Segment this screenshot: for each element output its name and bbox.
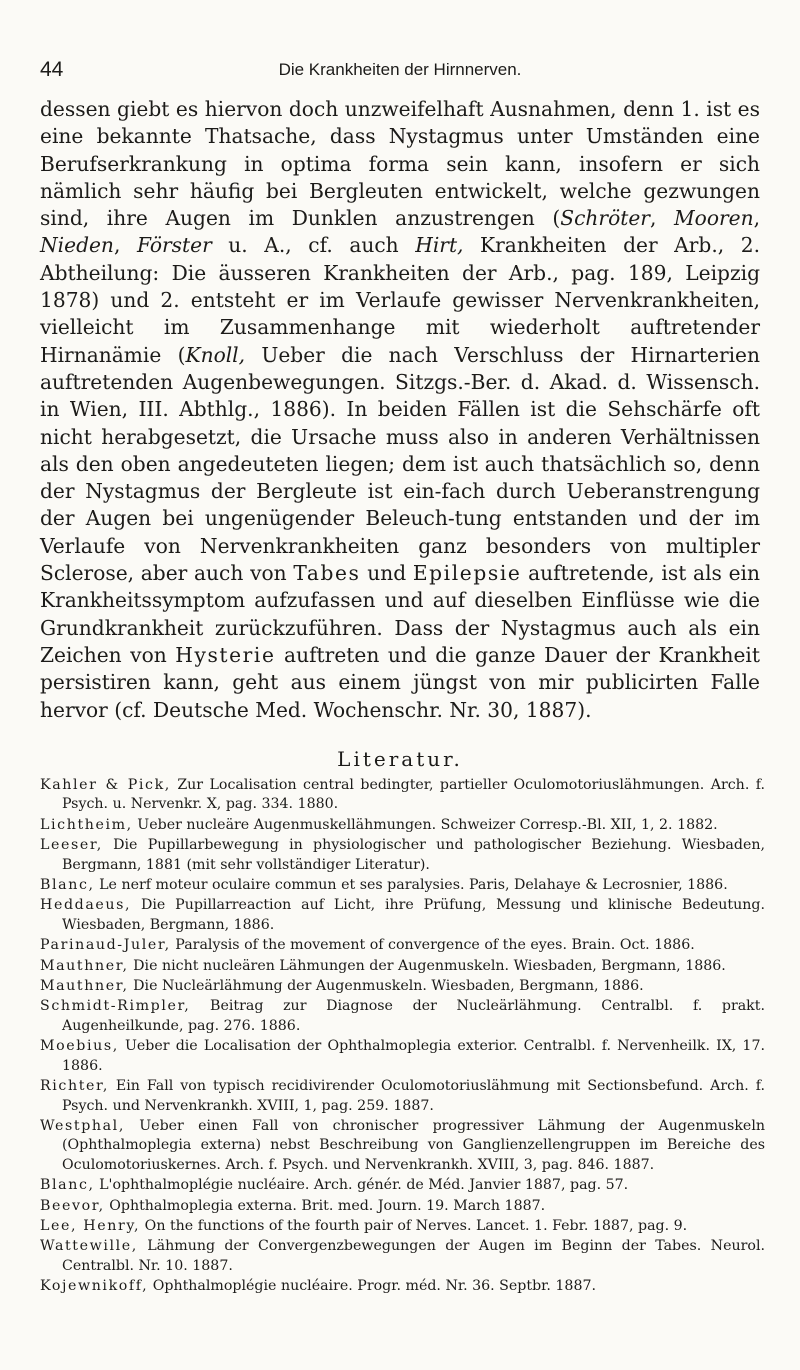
reference-text: Zur Localisation central bedingter, partieller Oculomotoriuslähmungen. Arch. f. Psych. u. Nervenkr. X, pag. 334. 1880. xyxy=(62,777,765,813)
emphasis-term: Epilepsie xyxy=(412,561,522,586)
reference-text: Die Pupillarreaction auf Licht, ihre Prüfung, Messung und klinische Bedeutung. Wiesbaden, Bergmann, 1886. xyxy=(62,897,765,933)
reference-entry xyxy=(40,836,765,875)
page-header xyxy=(40,58,760,88)
reference-author: Kahler & Pick, xyxy=(40,777,171,793)
reference-entry xyxy=(40,957,765,976)
reference-entry xyxy=(40,1217,765,1236)
reference-text: Die nicht nucleären Lähmungen der Augenmuskeln. Wiesbaden, Bergmann, 1886. xyxy=(128,957,726,974)
reference-text: Ueber einen Fall von chronischer progressiver Lähmung der Augenmuskeln (Ophthalmoplegia externa) nebst Beschreibung von Ganglienzellengruppen im Bereiche des Oculomotoriuskernes. Arch. f. Psych. und Nervenkrankh. XVIII, 3, pag. 846. 1887. xyxy=(62,1117,765,1173)
literature-heading: Literatur. xyxy=(337,747,463,771)
reference-entry xyxy=(40,1197,765,1216)
cited-author: Förster xyxy=(136,233,212,258)
page-number: 44 xyxy=(40,58,64,81)
reference-text: Beitrag zur Diagnose der Nucleärlähmung. Centralbl. f. prakt. Augenheilkunde, pag. 276. 1886. xyxy=(62,998,765,1034)
reference-list xyxy=(40,776,765,1298)
emphasis-term: Hysterie xyxy=(175,642,276,667)
cited-author: Hirt, xyxy=(415,233,464,258)
reference-author: Wattewille, xyxy=(40,1238,138,1255)
reference-author: Beevor, xyxy=(40,1197,105,1214)
reference-entry xyxy=(40,997,765,1036)
reference-text: Ophthalmoplegia externa. Brit. med. Journ. 19. March 1887. xyxy=(104,1197,546,1214)
reference-entry xyxy=(40,876,765,895)
reference-entry xyxy=(40,936,765,955)
reference-text: Ein Fall von typisch recidivirender Oculomotoriuslähmung mit Sectionsbefund. Arch. f. Psych. und Nervenkrankh. XVIII, 1, pag. 259. 1887. xyxy=(62,1078,765,1114)
reference-text: Le nerf moteur oculaire commun et ses paralysies. Paris, Delahaye & Lecrosnier, 1886. xyxy=(94,877,728,894)
body-text xyxy=(40,96,760,724)
reference-entry xyxy=(40,1037,765,1076)
reference-author: Mauthner, xyxy=(40,978,129,995)
reference-author: Schmidt-Rimpler, xyxy=(40,998,191,1015)
reference-entry xyxy=(40,977,765,996)
reference-author: Heddaeus, xyxy=(40,897,132,914)
reference-author: Leeser, xyxy=(40,837,103,854)
reference-author: Parinaud-Juler, xyxy=(40,937,171,954)
reference-text: Lähmung der Convergenzbewegungen der Augen im Beginn der Tabes. Neurol. Centralbl. Nr. 10. 1887. xyxy=(62,1238,765,1274)
reference-entry xyxy=(40,1237,765,1276)
reference-entry xyxy=(40,1077,765,1116)
reference-entry xyxy=(40,896,765,935)
reference-author: Lichtheim, xyxy=(40,816,133,833)
reference-entry xyxy=(40,816,765,835)
running-title: Die Krankheiten der Hirnnerven. xyxy=(278,60,522,79)
reference-author: Blanc, xyxy=(40,1177,95,1194)
reference-entry xyxy=(40,1277,765,1296)
cited-author: Schröter xyxy=(560,206,650,231)
reference-author: Mauthner, xyxy=(40,957,129,974)
reference-text: Ophthalmoplégie nucléaire. Progr. méd. Nr. 36. Septbr. 1887. xyxy=(148,1278,597,1295)
cited-author: Knoll, xyxy=(185,342,246,367)
emphasis-term: Tabes xyxy=(293,561,361,586)
reference-author: Blanc, xyxy=(40,877,95,894)
reference-text: Ueber nucleäre Augenmuskellähmungen. Schweizer Corresp.-Bl. XII, 1, 2. 1882. xyxy=(132,816,718,833)
reference-text: On the functions of the fourth pair of Nerves. Lancet. 1. Febr. 1887, pag. 9. xyxy=(140,1217,688,1234)
reference-entry xyxy=(40,1176,765,1195)
reference-entry xyxy=(40,776,765,815)
reference-text: Paralysis of the movement of convergence of the eyes. Brain. Oct. 1886. xyxy=(170,937,695,954)
reference-author: Richter, xyxy=(40,1078,109,1095)
reference-text: Ueber die Localisation der Ophthalmoplegia exterior. Centralbl. f. Nervenheilk. IX, 17. 1886. xyxy=(62,1038,765,1074)
reference-author: Moebius, xyxy=(40,1038,119,1055)
reference-text: Die Nucleärlähmung der Augenmuskeln. Wiesbaden, Bergmann, 1886. xyxy=(128,978,644,995)
reference-text: L'ophthalmoplégie nucléaire. Arch. génér. de Méd. Janvier 1887, pag. 57. xyxy=(94,1177,629,1194)
reference-author: Westphal, xyxy=(40,1117,125,1134)
reference-entry xyxy=(40,1117,765,1175)
reference-author: Kojewnikoff, xyxy=(40,1278,149,1295)
cited-author: Nieden xyxy=(40,233,114,258)
cited-author: Mooren xyxy=(674,206,754,231)
reference-author: Lee, Henry, xyxy=(40,1217,141,1234)
reference-text: Die Pupillarbewegung in physiologischer und pathologischer Beziehung. Wiesbaden, Bergmann, 1881 (mit sehr vollständiger Literatur). xyxy=(62,837,765,873)
main-paragraph: dessen giebt es hiervon doch unzweifelhaft Ausnahmen, denn 1. ist es eine bekannte Thatsache, dass Nystagmus unter Umständen eine Berufserkrankung in optima forma sein kann, insofern er sich nämlich sehr häufig bei Bergleuten entwickelt, welche gezwungen sind, ihre Augen im Dunklen anzustrengen (Schröter, Mooren, Nieden, Förster u. A., cf. auch Hirt, Krankheiten der Arb., 2. Abtheilung: Die äusseren Krankheiten der Arb., pag. 189, Leipzig 1878) und 2. entsteht er im Verlaufe gewisser Nervenkrankheiten, vielleicht im Zusammenhange mit wiederholt auftretender Hirnanämie (Knoll, Ueber die nach Verschluss der Hirnarterien auftretenden Augenbewegungen. Sitzgs.-Ber. d. Akad. d. Wissensch. in Wien, III. Abthlg., 1886). In beiden Fällen ist die Sehschärfe oft nicht herabgesetzt, die Ursache muss also in anderen Verhältnissen als den oben angedeuteten liegen; dem ist auch thatsächlich so, denn der Nystagmus der Bergleute ist ein-fach durch Ueberanstrengung der Augen bei ungenügender Beleuch-tung entstanden und der im Verlaufe von Nervenkrankheiten ganz besonders von multipler Sclerose, aber auch von Tabes und Epilepsie auftretende, ist als ein Krankheitssymptom aufzufassen und auf dieselben Einflüsse wie die Grundkrankheit zurückzuführen. Dass der Nystagmus auch als ein Zeichen von Hysterie auftreten und die ganze Dauer der Krankheit persistiren kann, geht aus einem jüngst von mir publicirten Falle hervor (cf. Deutsche Med. Wochenschr. Nr. 30, 1887). xyxy=(40,97,761,722)
